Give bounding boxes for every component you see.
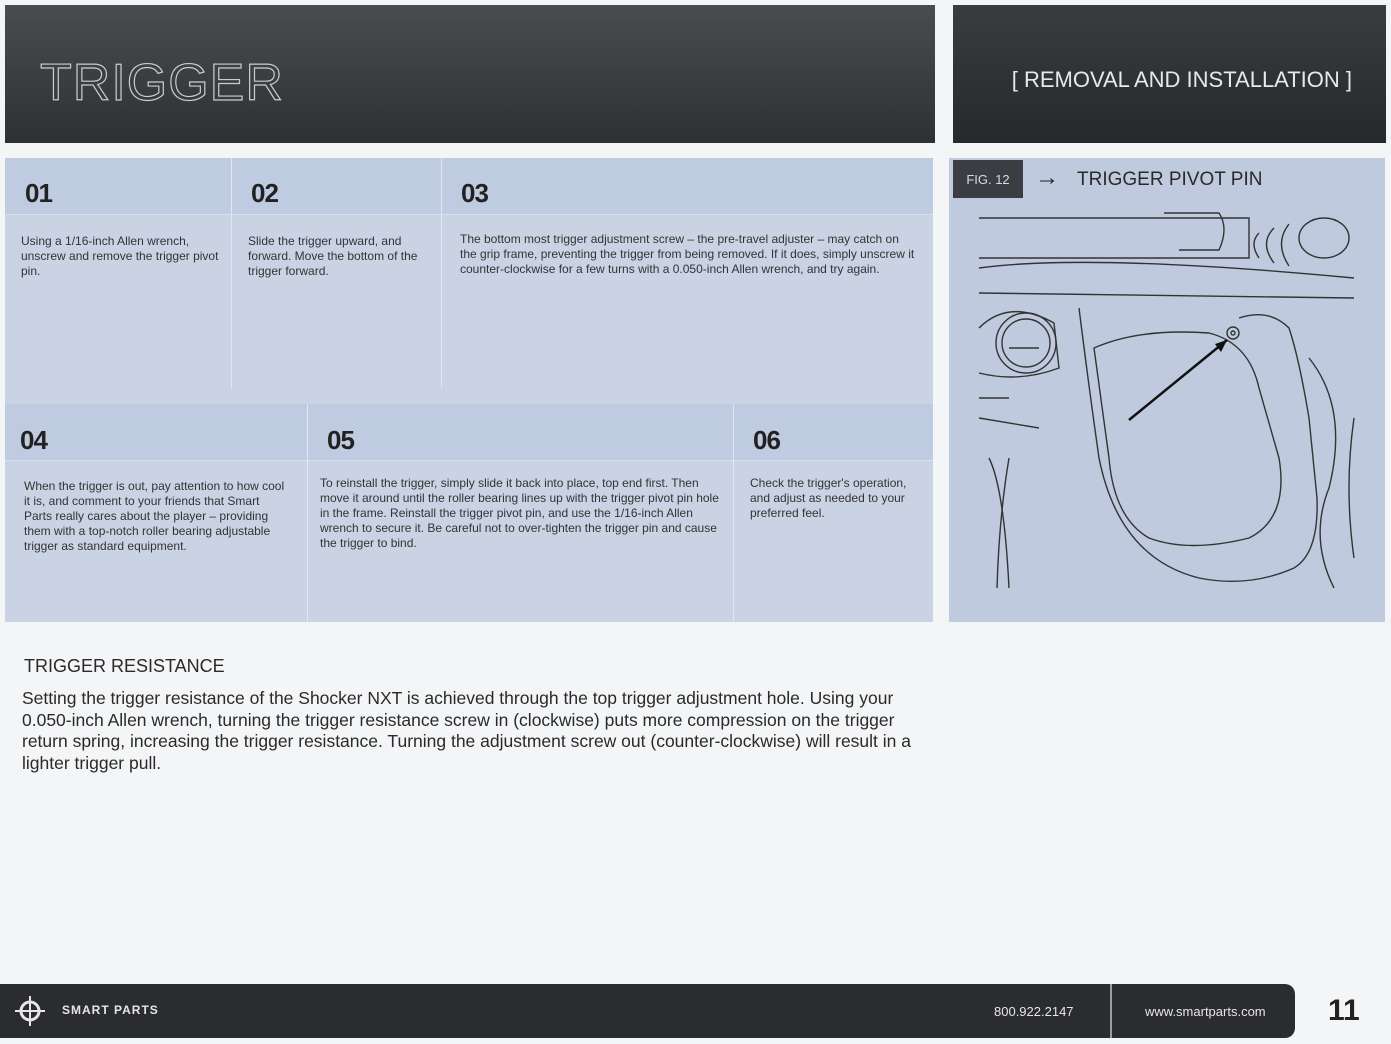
- website-link[interactable]: www.smartparts.com: [1145, 1004, 1266, 1019]
- header-title-bar: [5, 5, 935, 143]
- phone-number: 800.922.2147: [994, 1004, 1074, 1019]
- step-06: [733, 404, 933, 622]
- page-title: TRIGGER: [40, 54, 284, 112]
- step-text: When the trigger is out, pay attention to how cool it is, and comment to your friends that Smart Parts really cares about the player – providing them with a top-notch roller bearing adjustable trigger as standard equipment.: [24, 479, 285, 553]
- footer-bar: [0, 984, 1295, 1038]
- step-text: Using a 1/16-inch Allen wrench, unscrew and remove the trigger pivot pin.: [21, 234, 219, 278]
- figure-panel: [949, 158, 1385, 622]
- trigger-illustration: [949, 158, 1385, 622]
- section-body: Setting the trigger resistance of the Shocker NXT is achieved through the top trigger adjustment hole. Using your 0.050-inch Allen wrench, turning the trigger resistance screw in (clockwise) puts more compression on the trigger return spring, increasing the trigger resistance. Turning the adjustment screw out (counter-clockwise) will result in a lighter trigger pull.: [22, 688, 911, 773]
- step-text: To reinstall the trigger, simply slide it back into place, top end first. Then move it around until the roller bearing lines up with the trigger pivot pin hole in the frame. Reinstall the trigger pivot pin, and use the 1/16-inch Allen wrench to secure it. Be careful not to over-tighten the trigger pin and cause the trigger to bind.: [320, 476, 719, 550]
- page-number: 11: [1328, 994, 1360, 1027]
- smart-parts-logo-icon: [15, 996, 45, 1026]
- step-number: 02: [251, 178, 278, 208]
- step-number: 05: [327, 425, 354, 455]
- figure-tag: FIG. 12: [953, 160, 1023, 198]
- step-text: Check the trigger's operation, and adjust as needed to your preferred feel.: [750, 476, 907, 520]
- step-01: [5, 158, 232, 388]
- figure-label: TRIGGER PIVOT PIN: [1077, 169, 1263, 190]
- step-02: [231, 158, 442, 388]
- step-04: [5, 404, 308, 622]
- step-number: 01: [25, 178, 52, 208]
- steps-panel: [5, 158, 933, 622]
- footer-divider: [1110, 984, 1112, 1038]
- step-number: 06: [753, 425, 780, 455]
- brand-name: SMART PARTS: [62, 1003, 159, 1017]
- step-text: The bottom most trigger adjustment screw – the pre-travel adjuster – may catch on the grip frame, preventing the trigger from being removed. If it does, simply unscrew it counter-clockwise for a few turns with a 0.050-inch Allen wrench, and try again.: [460, 232, 915, 276]
- section-title: [ REMOVAL AND INSTALLATION ]: [1011, 67, 1352, 92]
- step-03: [441, 158, 933, 388]
- step-number: 04: [20, 425, 47, 455]
- step-05: [307, 404, 734, 622]
- step-number: 03: [461, 178, 488, 208]
- header-section-bar: [953, 5, 1386, 143]
- arrow-right-icon: →: [1035, 164, 1059, 191]
- section-heading: TRIGGER RESISTANCE: [24, 656, 225, 676]
- step-text: Slide the trigger upward, and forward. Move the bottom of the trigger forward.: [248, 234, 418, 278]
